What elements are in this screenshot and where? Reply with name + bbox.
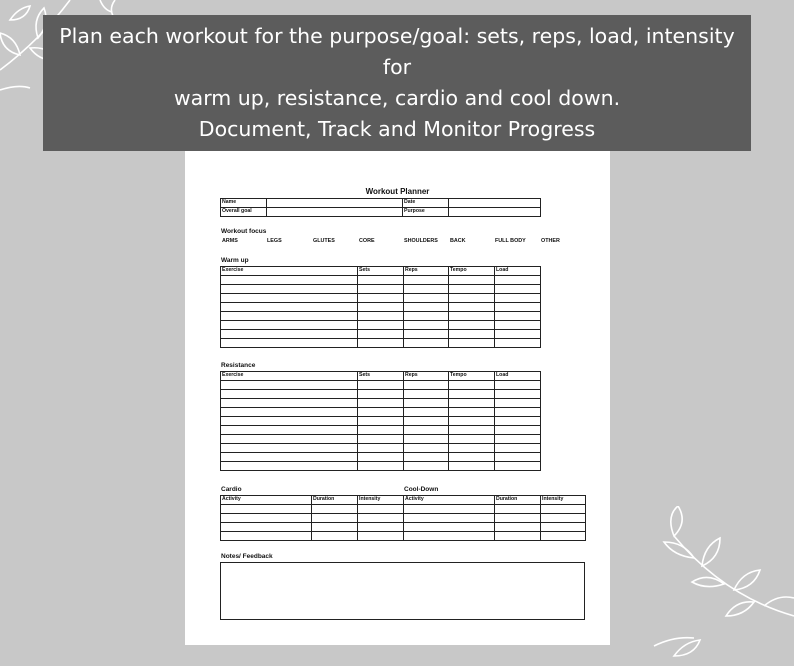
table-cell[interactable]	[312, 523, 358, 532]
table-row[interactable]	[221, 462, 541, 471]
table-cell[interactable]	[449, 435, 495, 444]
table-cell[interactable]	[495, 505, 541, 514]
table-cell[interactable]	[495, 330, 541, 339]
table-row[interactable]	[221, 285, 541, 294]
table-row[interactable]	[221, 390, 541, 399]
table-cell[interactable]	[449, 339, 495, 348]
table-cell[interactable]	[221, 532, 312, 541]
table-cell[interactable]	[358, 514, 404, 523]
table-cell[interactable]	[449, 399, 495, 408]
table-cell[interactable]	[221, 462, 358, 471]
table-cell[interactable]	[404, 276, 449, 285]
table-cell[interactable]	[495, 285, 541, 294]
table-cell[interactable]	[449, 462, 495, 471]
table-cell[interactable]	[221, 294, 358, 303]
table-cell[interactable]	[449, 426, 495, 435]
table-cell[interactable]	[449, 312, 495, 321]
column-header: Load	[495, 267, 541, 276]
table-cell[interactable]	[495, 523, 541, 532]
focus-arms[interactable]: ARMS	[222, 238, 238, 244]
table-cell[interactable]	[404, 426, 449, 435]
cardio-cooldown-table	[220, 495, 586, 541]
cardio-header-row	[221, 496, 586, 505]
table-cell[interactable]	[495, 532, 541, 541]
table-cell[interactable]	[495, 381, 541, 390]
planner-title: Workout Planner	[365, 187, 430, 196]
overall-goal-field[interactable]	[267, 208, 403, 217]
column-header: Exercise	[221, 372, 358, 381]
table-cell[interactable]	[449, 330, 495, 339]
focus-shoulders[interactable]: SHOULDERS	[404, 238, 438, 244]
table-cell[interactable]	[404, 303, 449, 312]
table-cell[interactable]	[541, 523, 586, 532]
banner-line-2: warm up, resistance, cardio and cool down.	[173, 86, 621, 110]
table-cell[interactable]	[404, 321, 449, 330]
table-cell[interactable]	[541, 505, 586, 514]
table-row[interactable]	[221, 339, 541, 348]
focus-core[interactable]: CORE	[359, 238, 375, 244]
table-cell[interactable]	[358, 339, 404, 348]
table-cell[interactable]	[495, 339, 541, 348]
table-cell[interactable]	[495, 408, 541, 417]
table-cell[interactable]	[495, 303, 541, 312]
table-cell[interactable]	[358, 417, 404, 426]
table-cell[interactable]	[404, 381, 449, 390]
column-header: Intensity	[358, 496, 404, 505]
table-cell[interactable]	[358, 303, 404, 312]
table-cell[interactable]	[495, 390, 541, 399]
table-cell[interactable]	[358, 330, 404, 339]
table-cell[interactable]	[404, 514, 495, 523]
table-cell[interactable]	[358, 462, 404, 471]
promo-banner	[43, 15, 751, 151]
notes-textarea[interactable]	[220, 562, 585, 620]
focus-full-body[interactable]: FULL BODY	[495, 238, 526, 244]
table-cell[interactable]	[221, 444, 358, 453]
warm-up-label: Warm up	[221, 257, 249, 264]
table-row[interactable]	[221, 444, 541, 453]
table-cell[interactable]	[404, 312, 449, 321]
name-field[interactable]	[267, 199, 403, 208]
table-cell[interactable]	[404, 294, 449, 303]
table-cell[interactable]	[404, 532, 495, 541]
table-cell[interactable]	[495, 417, 541, 426]
table-cell[interactable]	[449, 276, 495, 285]
table-cell[interactable]	[495, 426, 541, 435]
table-row[interactable]	[221, 408, 541, 417]
table-cell[interactable]	[312, 505, 358, 514]
overall-goal-label: Overall goal	[221, 208, 267, 217]
banner-line-1: Plan each workout for the purpose/goal: sets, reps, load, intensity for	[59, 24, 735, 79]
table-cell[interactable]	[449, 285, 495, 294]
table-row[interactable]	[221, 276, 541, 285]
table-cell[interactable]	[221, 276, 358, 285]
table-row[interactable]	[221, 426, 541, 435]
table-row[interactable]	[221, 399, 541, 408]
column-header: Duration	[495, 496, 541, 505]
table-cell[interactable]	[449, 453, 495, 462]
table-cell[interactable]	[495, 444, 541, 453]
table-row[interactable]	[221, 312, 541, 321]
table-cell[interactable]	[495, 462, 541, 471]
table-cell[interactable]	[358, 285, 404, 294]
table-cell[interactable]	[404, 453, 449, 462]
focus-legs[interactable]: LEGS	[267, 238, 282, 244]
focus-back[interactable]: BACK	[450, 238, 466, 244]
table-cell[interactable]	[404, 505, 495, 514]
column-header: Intensity	[541, 496, 586, 505]
table-row[interactable]	[221, 453, 541, 462]
table-row[interactable]	[221, 505, 586, 514]
column-header: Exercise	[221, 267, 358, 276]
workout-planner-sheet	[185, 151, 610, 645]
table-cell[interactable]	[449, 408, 495, 417]
table-cell[interactable]	[221, 381, 358, 390]
cardio-label: Cardio	[221, 486, 242, 493]
date-field[interactable]	[449, 199, 541, 208]
table-cell[interactable]	[358, 276, 404, 285]
cool-down-label: Cool-Down	[404, 486, 439, 493]
notes-label: Notes/ Feedback	[221, 553, 273, 560]
table-cell[interactable]	[221, 390, 358, 399]
table-cell[interactable]	[404, 417, 449, 426]
table-cell[interactable]	[404, 408, 449, 417]
table-cell[interactable]	[495, 294, 541, 303]
warm-up-table	[220, 266, 541, 348]
table-cell[interactable]	[358, 426, 404, 435]
table-cell[interactable]	[358, 381, 404, 390]
table-cell[interactable]	[358, 294, 404, 303]
table-cell[interactable]	[358, 408, 404, 417]
table-cell[interactable]	[495, 514, 541, 523]
table-cell[interactable]	[404, 390, 449, 399]
column-header: Reps	[404, 267, 449, 276]
table-cell[interactable]	[221, 514, 312, 523]
table-cell[interactable]	[221, 330, 358, 339]
name-label: Name	[221, 199, 267, 208]
table-row[interactable]	[221, 523, 586, 532]
table-cell[interactable]	[404, 523, 495, 532]
table-cell[interactable]	[404, 435, 449, 444]
table-cell[interactable]	[221, 339, 358, 348]
column-header: Activity	[404, 496, 495, 505]
table-cell[interactable]	[221, 321, 358, 330]
table-row[interactable]	[221, 532, 586, 541]
purpose-field[interactable]	[449, 208, 541, 217]
table-cell[interactable]	[404, 330, 449, 339]
table-cell[interactable]	[449, 417, 495, 426]
table-cell[interactable]	[221, 426, 358, 435]
table-cell[interactable]	[221, 399, 358, 408]
table-row[interactable]	[221, 321, 541, 330]
table-cell[interactable]	[358, 532, 404, 541]
table-row[interactable]	[221, 381, 541, 390]
table-cell[interactable]	[358, 523, 404, 532]
table-cell[interactable]	[495, 435, 541, 444]
table-cell[interactable]	[221, 417, 358, 426]
column-header: Reps	[404, 372, 449, 381]
table-cell[interactable]	[358, 321, 404, 330]
table-cell[interactable]	[358, 399, 404, 408]
column-header: Duration	[312, 496, 358, 505]
table-cell[interactable]	[449, 321, 495, 330]
table-cell[interactable]	[312, 532, 358, 541]
table-cell[interactable]	[404, 462, 449, 471]
column-header: Tempo	[449, 372, 495, 381]
table-cell[interactable]	[541, 532, 586, 541]
table-cell[interactable]	[449, 381, 495, 390]
table-row[interactable]	[221, 514, 586, 523]
table-cell[interactable]	[449, 303, 495, 312]
table-cell[interactable]	[221, 303, 358, 312]
column-header: Activity	[221, 496, 312, 505]
table-cell[interactable]	[449, 390, 495, 399]
focus-glutes[interactable]: GLUTES	[313, 238, 335, 244]
table-row[interactable]	[221, 330, 541, 339]
table-cell[interactable]	[404, 339, 449, 348]
resistance-header-row	[221, 372, 541, 381]
table-row[interactable]	[221, 294, 541, 303]
resistance-rows[interactable]	[221, 381, 541, 471]
table-cell[interactable]	[404, 399, 449, 408]
resistance-table	[220, 371, 541, 471]
banner-line-3: Document, Track and Monitor Progress	[198, 117, 596, 141]
table-row[interactable]	[221, 417, 541, 426]
table-cell[interactable]	[404, 285, 449, 294]
cardio-cooldown-rows[interactable]	[221, 505, 586, 541]
table-cell[interactable]	[495, 312, 541, 321]
table-cell[interactable]	[221, 285, 358, 294]
table-cell[interactable]	[358, 444, 404, 453]
table-cell[interactable]	[358, 390, 404, 399]
table-cell[interactable]	[221, 312, 358, 321]
table-row[interactable]	[221, 303, 541, 312]
table-cell[interactable]	[358, 435, 404, 444]
table-cell[interactable]	[541, 514, 586, 523]
purpose-label: Purpose	[403, 208, 449, 217]
table-cell[interactable]	[221, 505, 312, 514]
table-cell[interactable]	[495, 321, 541, 330]
column-header: Load	[495, 372, 541, 381]
workout-focus-label: Workout focus	[221, 228, 267, 235]
table-cell[interactable]	[312, 514, 358, 523]
table-cell[interactable]	[495, 399, 541, 408]
table-cell[interactable]	[449, 294, 495, 303]
column-header: Tempo	[449, 267, 495, 276]
table-cell[interactable]	[221, 435, 358, 444]
table-cell[interactable]	[449, 444, 495, 453]
table-cell[interactable]	[358, 453, 404, 462]
header-fields-table	[220, 198, 541, 217]
column-header: Sets	[358, 372, 404, 381]
table-cell[interactable]	[221, 453, 358, 462]
date-label: Date	[403, 199, 449, 208]
table-cell[interactable]	[495, 276, 541, 285]
table-cell[interactable]	[404, 444, 449, 453]
table-cell[interactable]	[495, 453, 541, 462]
resistance-label: Resistance	[221, 362, 256, 369]
table-cell[interactable]	[358, 505, 404, 514]
column-header: Sets	[358, 267, 404, 276]
table-cell[interactable]	[221, 408, 358, 417]
focus-other[interactable]: OTHER	[541, 238, 560, 244]
table-row[interactable]	[221, 435, 541, 444]
table-cell[interactable]	[221, 523, 312, 532]
table-cell[interactable]	[358, 312, 404, 321]
warm-up-header-row	[221, 267, 541, 276]
leaf-decoration-bottom-right	[614, 506, 794, 666]
warm-up-rows[interactable]	[221, 276, 541, 348]
